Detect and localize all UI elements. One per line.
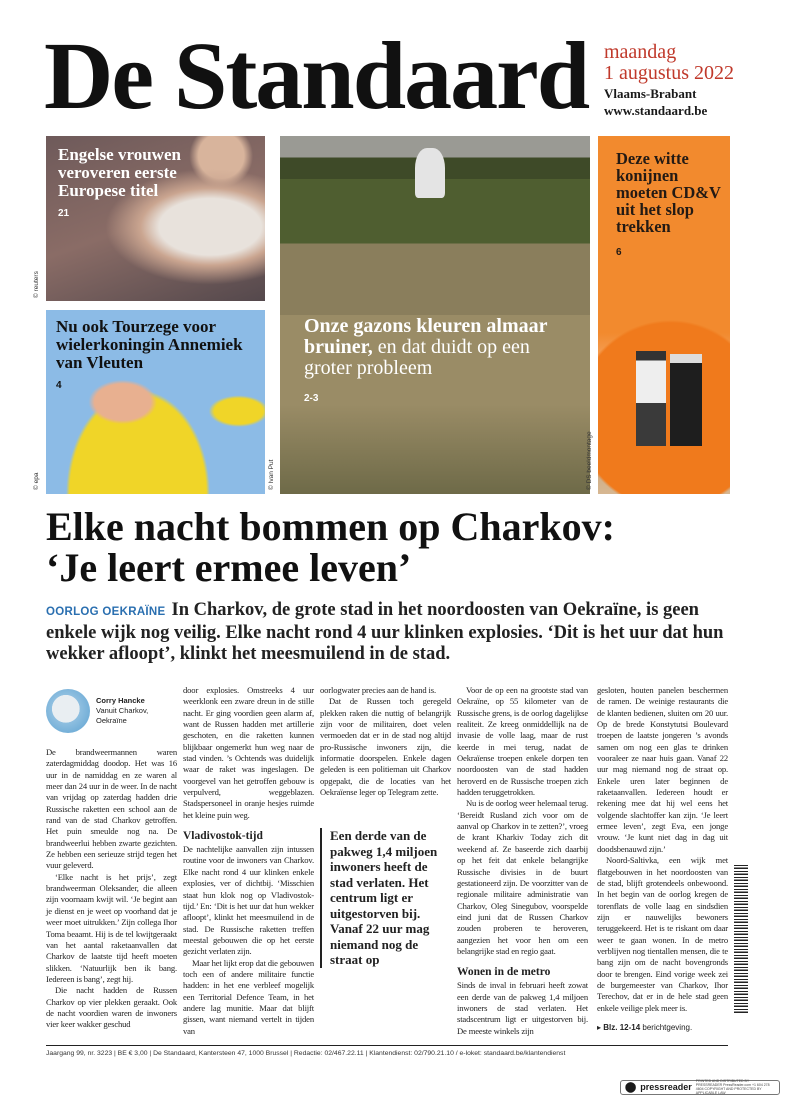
kicker: OORLOG OEKRAÏNE — [46, 606, 166, 618]
subheading: Vladivostok-tijd — [183, 830, 263, 843]
photo-credit: © DS beeldmontage — [586, 431, 593, 490]
pressreader-logo: pressreader — [640, 1082, 692, 1093]
statue — [415, 148, 445, 198]
edition-day: maandag — [604, 41, 677, 63]
headline-line: Elke nacht bommen op Charkov: — [46, 504, 615, 549]
edition-date: 1 augustus 2022 — [604, 62, 734, 84]
teaser-cycling-photo[interactable] — [46, 310, 265, 494]
paragraph: Dat de Russen toch geregeld plekken raken die nuttig of belangrijk zijn voor de militairen, doet velen vermoeden dat er in de stad nog altijd pro-Russische inwoners zijn, die informatie doorspelen. Enkele dagen geleden is een politieman uit Charkov opgepakt, die de locaties van het Oekraïense leger op Telegram zette. — [320, 696, 451, 798]
teaser-page: 4 — [56, 379, 62, 391]
author-location: Vanuit Charkov, Oekraïne — [96, 706, 149, 725]
ukraine-map-icon — [46, 689, 90, 733]
paragraph: gesloten, houten panelen beschermen de ramen. De weinige restaurants die de klanten bedienen, sluiten om 20 uur. Op de brede Konstytutsi Boulevard troepen de laatste jongeren ’s avonds samen om nog een glas te drinken vooraleer ze naar huis gaan. Vanaf 22 uur mag niemand nog de straat op. Enkele uren later beginnen de raketaanvallen. Iedereen houdt er rekening mee dat hij wel eens het volgende slachtoffer kan zijn. ‘Je leert ermee leven’, zegt Eva, een jonge vrouw. ‘Je kunt niet dag in dag uit doodsbenauwd zijn.’ — [597, 685, 728, 854]
article-column-2 — [183, 685, 314, 1037]
pull-quote: Een derde van de pakweg 1,4 miljoen inwoners heeft de stad verlaten. Het centrum ligt er uitgestorven bij. Vanaf 22 uur mag niemand nog de straat op — [320, 828, 451, 968]
teaser-title: Deze witte konijnen moeten CD&V uit het slop trekken — [616, 149, 721, 236]
article-column-3 — [320, 685, 451, 968]
masthead-header — [44, 22, 794, 129]
pressreader-logo-icon: ⬤ — [625, 1081, 637, 1093]
paragraph: ‘Elke nacht is het prijs’, zegt brandweerman Oleksander, die alleen zijn voornaam kwijt wil. ‘Je begint aan je dienst en je weet op voorhand dat je weer moet uitrukken.’ Zijn collega Ihor Toma beaamt. Hij is de tel kwijtgeraakt van het aantal raketaanvallen dat Charkov de laatste tijd heeft moeten slikken. ‘Natuurlijk ben ik bang. Iedereen is bang’, zegt hij. — [46, 871, 177, 984]
paragraph: Sinds de inval in februari heeft zowat een derde van de pakweg 1,4 miljoen inwoners de stad verlaten. Het stadscentrum ligt er uitgestorven bij. De meeste winkels zijn — [457, 980, 588, 1036]
subheading: Wonen in de metro — [457, 966, 551, 979]
edition-region: Vlaams-Brabant — [604, 86, 697, 101]
article-columns — [46, 685, 748, 1037]
headline-line: ‘Je leert ermee leven’ — [46, 545, 412, 590]
arrow-right-icon: ▸ — [597, 1022, 604, 1032]
barcode — [734, 863, 748, 1013]
teaser-title-bold: Onze gazons kleuren almaar bruiner, — [304, 315, 548, 358]
masthead-logo: De Standaard — [44, 22, 589, 129]
divider — [46, 1045, 728, 1046]
page-ref: Blz. 12-14 — [603, 1022, 641, 1032]
teaser-cdv-photo[interactable] — [598, 136, 730, 494]
teaser-football-photo[interactable] — [46, 136, 265, 301]
lead-text: In Charkov, de grote stad in het noordoosten van Oekraïne, is geen enkele wijk nog veilig. Elke nacht rond 4 uur klinken explosies. ‘Dit is het uur dat hun wekker afloopt’, klinkt het meesmuilend in de stad. — [46, 600, 724, 664]
paragraph: Voor de op een na grootste stad van Oekraïne, op 55 kilometer van de Russische grens, is de oorlog dagelijkse realiteit. Ze kreeg onmiddellijk na de invasie de volle laag, maar de rust keerde in mei terug, nadat de Oekraïense troepen enkele dorpen ten noordoosten van de stad hadden heroverd en de Russische troepen zich hadden teruggetrokken. — [457, 685, 589, 798]
paragraph: oorlogwater precies aan de hand is. — [320, 685, 436, 695]
paragraph: Die nacht hadden de Russen Charkov op vier plekken geraakt. Ook de nacht voordien waren de inwoners vier keer wakker geschud — [46, 985, 177, 1030]
person-figure — [670, 354, 702, 446]
teaser-title — [304, 316, 574, 379]
paragraph: De nachtelijke aanvallen zijn intussen routine voor de inwoners van Charkov. Elke nacht rond 4 uur klinken enkele explosies, ver of dichtbij. ‘Misschien staat hun klok nog op Vladivostok-tijd.’ En: ‘Dit is het uur dat hun wekker afloopt’, klinkt het meesmuilend in de stad. De Russische raketten treffen meestal gebouwen die op het eerste gezicht verlaten zijn. — [183, 844, 314, 957]
teaser-title: Engelse vrouwen veroveren eerste Europese titel — [58, 145, 181, 200]
page-ref-label: berichtgeving. — [642, 1022, 693, 1032]
article-lead — [46, 600, 736, 665]
photo-credit: © reuters — [33, 271, 40, 298]
paragraph: Nu is de oorlog weer helemaal terug. ‘Bereidt Rusland zich voor om de aanval op Charkov in te zetten?’, vroeg de krant Kharkiv Today zich dit weekend af. Ze baseerde zich daarbij op het feit dat enkele belangrijke Russische divisies in de buurt gestationeerd zijn. De voorzitter van de regionale militaire administratie van Charkov, Oleg Sinegubov, voorspelde eind juni dat de Russen Charkov zouden proberen te heroveren, aangezien het voor hen om een belangrijke stad en regio gaat. — [457, 798, 588, 956]
pressreader-badge — [620, 1080, 780, 1095]
teaser-page: 2-3 — [304, 393, 319, 404]
teaser-page: 6 — [616, 247, 622, 258]
main-headline[interactable] — [46, 506, 748, 588]
article-column-4 — [457, 685, 588, 1037]
pressreader-notice: PRINTED AND DISTRIBUTED BY PRESSREADER PressReader.com +1 604 278 4604 COPYRIGHT AND PROTECTED BY APPLICABLE LAW — [695, 1079, 770, 1096]
edition-info — [604, 42, 794, 118]
byline — [46, 685, 177, 737]
paragraph: door explosies. Omstreeks 4 uur weerklonk een zware dreun in de stille nacht. Er ging voordien geen alarm af, want de Russen hadden met artillerie geschoten, en die raketten kunnen blijkbaar ongemerkt hun weg naar de stad vinden. ’s Ochtends was duidelijk waar de raket was ingeslagen. De voorgevel van het getroffen gebouw is verpulverd, weggeblazen. Stadspersoneel in oranje hesjes ruimde het kleine puin weg. — [183, 685, 314, 820]
article-column-1 — [46, 685, 177, 1031]
paragraph: Noord-Saltivka, een wijk met flatgebouwen in het noordoosten van de stad, blijft grotendeels onbewoond. In het begin van de oorlog kregen de torenflats de volle laag en sindsdien zijn er nauwelijks bewoners teruggekeerd. Het is te riskant om daar weer te gaan wonen. In de metro verblijven nog tientallen mensen, die te bang zijn om de nacht bovengronds door te brengen. Eind vorige week zei de burgemeester van Charkov, Ihor Terechov, dat er in de hele stad geen enkele veilige plek meer is. — [597, 855, 728, 1013]
page-reference-link[interactable] — [597, 1022, 728, 1033]
teaser-page: 21 — [58, 207, 70, 219]
photo-credit: © epa — [33, 472, 40, 490]
colophon: Jaargang 99, nr. 3223 | BE € 3,00 | De Standaard, Kantersteen 47, 1000 Brussel | Redactie: 02/467.22.11 | Klantendienst: 02/790.21.10 / e-loket: standaard.be/klantendienst — [46, 1049, 566, 1057]
photo-credit: © Ivan Put — [268, 459, 275, 490]
article-column-5 — [597, 685, 728, 1033]
paragraph: Maar het lijkt erop dat die gebouwen toch een of andere militaire functie hadden: in het ene verbleef mogelijk een Territorial Defence Team, in het andere lag munitie. Maar dat blijft gissen, want niemand vertelt in tijden van — [183, 957, 314, 1036]
author-name: Corry Hancke — [96, 696, 145, 705]
main-article — [46, 504, 770, 1099]
teaser-title-rest: en dat duidt op een groter probleem — [304, 336, 530, 379]
teaser-title: Nu ook Tourzege voor wielerkoningin Annemiek van Vleuten — [56, 317, 243, 372]
person-figure — [636, 351, 666, 446]
paragraph: De brandweermannen waren zaterdagmiddag doodop. Het was 16 uur in de namiddag en ze waren al meer dan 24 uur in de weer. In de nacht van vrijdag op zaterdag hadden drie Russische raketten een school aan de rand van de stad Charkov getroffen. Het puin smeulde nog na. De brandweerlui hebben zwarte gezichten. Ze hebben een serieuze strijd tegen het vuur geleverd. — [46, 747, 177, 871]
website: www.standaard.be — [604, 103, 708, 118]
teaser-lawn-photo[interactable] — [280, 136, 590, 494]
